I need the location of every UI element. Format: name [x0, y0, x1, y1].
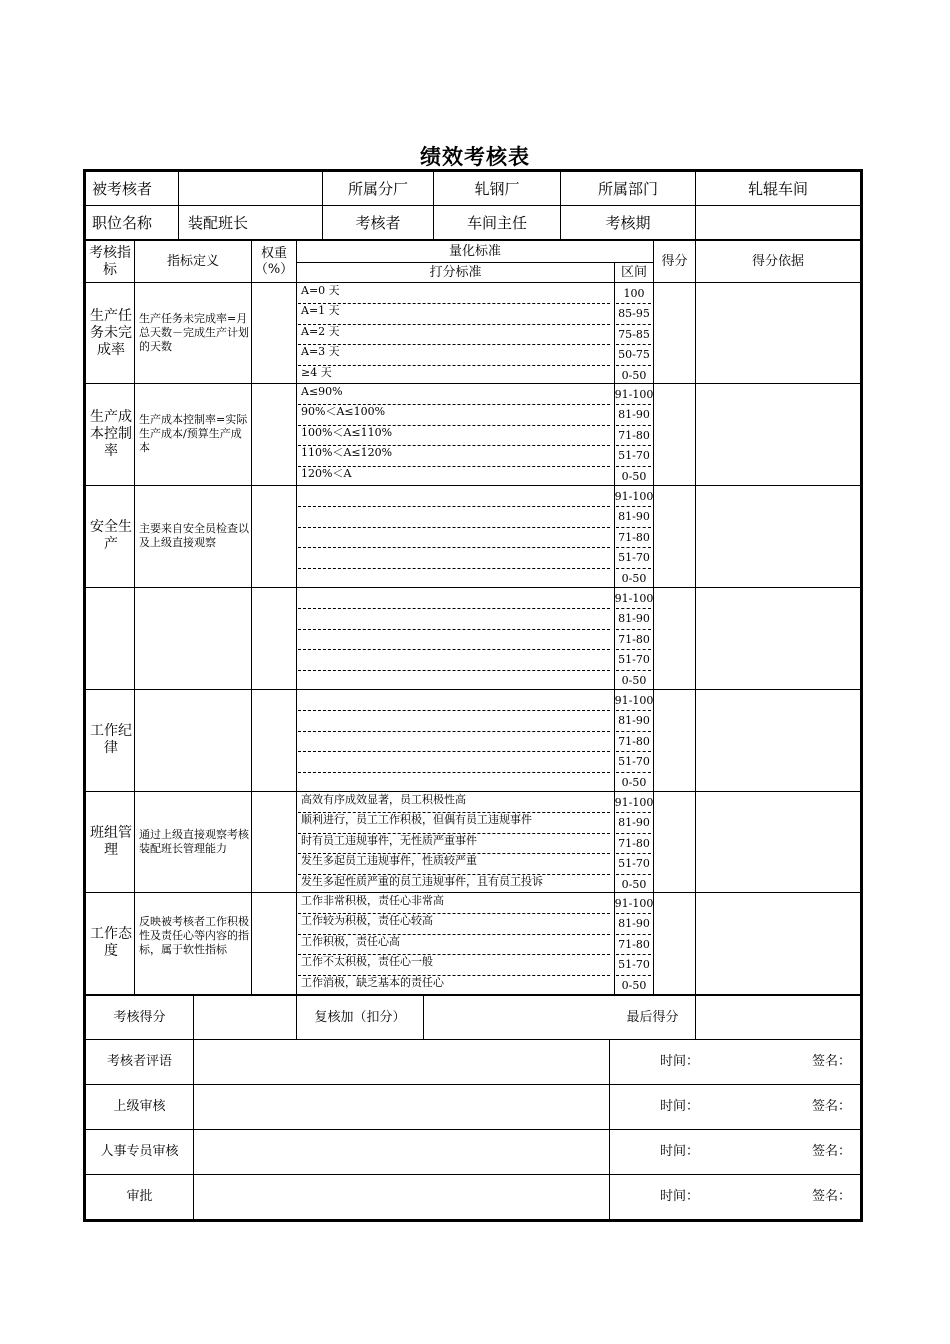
row-divider: [298, 506, 610, 507]
range-divider: [616, 913, 651, 914]
range-divider: [616, 833, 651, 834]
scoring-standard: 工作不太积极，责任心一般: [301, 955, 433, 968]
value-branch-factory[interactable]: 轧钢厂: [474, 179, 520, 198]
sign-row-label: 审批: [126, 1189, 153, 1205]
row-divider: [298, 710, 610, 711]
score-range: 81-90: [618, 917, 650, 930]
indicator-name: 安全生产: [90, 519, 132, 552]
comment-field[interactable]: [194, 1085, 609, 1129]
range-divider: [616, 404, 651, 405]
score-cell[interactable]: [654, 384, 695, 484]
col-score-basis: 得分依据: [751, 254, 804, 270]
score-basis-cell[interactable]: [696, 384, 860, 484]
scoring-standard: 90%＜A≤100%: [301, 405, 386, 418]
label-department: 所属部门: [597, 179, 658, 198]
scoring-standard: 100%＜A≤110%: [301, 426, 393, 439]
score-range: 0-50: [621, 878, 647, 891]
sign-row-label: 上级审核: [113, 1099, 166, 1115]
signature-label: 签名：: [812, 1144, 852, 1160]
comment-field[interactable]: [194, 1130, 609, 1174]
indicator-definition: 通过上级直接观察考核装配班长管理能力: [139, 828, 249, 855]
score-range: 0-50: [621, 572, 647, 585]
score-cell[interactable]: [654, 792, 695, 892]
indicator-name: 工作纪律: [90, 723, 132, 756]
indicator-definition: 主要来自安全员检查以及上级直接观察: [139, 522, 249, 549]
score-range: 51-70: [618, 755, 650, 768]
range-divider: [616, 853, 651, 854]
score-range: 91-100: [614, 592, 654, 605]
score-cell[interactable]: [654, 588, 695, 688]
score-basis-cell[interactable]: [696, 690, 860, 790]
score-basis-cell[interactable]: [696, 588, 860, 688]
scoring-standard: 顺利进行，员工工作积极，但偶有员工违规事件: [301, 813, 532, 826]
range-divider: [616, 466, 651, 467]
range-divider: [616, 731, 651, 732]
scoring-standard: 工作积极，责任心高: [301, 935, 400, 948]
score-range: 81-90: [618, 714, 650, 727]
col-quant-standard: 量化标准: [448, 244, 501, 260]
time-label: 时间：: [660, 1144, 700, 1160]
range-divider: [616, 649, 651, 650]
row-divider: [298, 608, 610, 609]
range-divider: [616, 365, 651, 366]
time-label: 时间：: [660, 1099, 700, 1115]
value-period[interactable]: [696, 206, 860, 239]
comment-field[interactable]: [194, 1040, 609, 1084]
sign-row-label: 考核者评语: [106, 1054, 172, 1070]
score-range: 51-70: [618, 653, 650, 666]
score-range: 85-95: [618, 307, 650, 320]
range-divider: [616, 344, 651, 345]
score-range: 51-70: [618, 449, 650, 462]
score-range: 71-80: [618, 735, 650, 748]
score-range: 100: [623, 287, 645, 300]
value-position[interactable]: 装配班长: [188, 213, 249, 232]
range-divider: [616, 425, 651, 426]
score-range: 81-90: [618, 510, 650, 523]
score-range: 91-100: [614, 796, 654, 809]
indicator-name: 班组管理: [90, 825, 132, 858]
score-range: 71-80: [618, 633, 650, 646]
scoring-standard: 工作非常积极，责任心非常高: [301, 894, 444, 907]
label-review-adjust: 复核加（扣分）: [314, 1010, 406, 1026]
value-appraisal-score[interactable]: [194, 997, 296, 1039]
range-divider: [616, 874, 651, 875]
score-range: 71-80: [618, 429, 650, 442]
score-range: 91-100: [614, 490, 654, 503]
time-label: 时间：: [660, 1054, 700, 1070]
value-review-adjust[interactable]: [424, 997, 609, 1039]
row-divider: [298, 629, 610, 630]
form-title: 绩效考核表: [420, 144, 530, 169]
range-divider: [616, 527, 651, 528]
score-range: 0-50: [621, 470, 647, 483]
value-appraisee[interactable]: [179, 172, 322, 205]
scoring-standard: 发生多起性质严重的员工违规事件，且有员工投诉: [301, 875, 543, 888]
col-score: 得分: [661, 254, 688, 270]
scoring-standard: 高效有序成效显著，员工积极性高: [301, 793, 466, 806]
scoring-standard: 时有员工违规事件，无性质严重事件: [301, 834, 477, 847]
scoring-standard: A=3 天: [301, 345, 340, 358]
score-cell[interactable]: [654, 893, 695, 993]
score-range: 71-80: [618, 531, 650, 544]
score-range: 51-70: [618, 857, 650, 870]
range-divider: [616, 303, 651, 304]
signature-label: 签名：: [812, 1189, 852, 1205]
comment-field[interactable]: [194, 1175, 609, 1219]
range-divider: [616, 445, 651, 446]
signature-label: 签名：: [812, 1099, 852, 1115]
indicator-name: 生产成本控制率: [90, 408, 132, 459]
score-basis-cell[interactable]: [696, 486, 860, 586]
row-divider: [298, 527, 610, 528]
label-final-score: 最后得分: [626, 1010, 679, 1026]
value-appraiser[interactable]: 车间主任: [466, 213, 527, 232]
score-basis-cell[interactable]: [696, 792, 860, 892]
col-definition: 指标定义: [166, 254, 219, 270]
range-divider: [616, 324, 651, 325]
indicator-definition: 反映被考核者工作积极性及责任心等内容的指标，属于软性指标: [139, 915, 249, 956]
score-range: 0-50: [621, 674, 647, 687]
row-divider: [298, 670, 610, 671]
row-divider: [298, 547, 610, 548]
score-cell[interactable]: [654, 283, 695, 383]
score-cell[interactable]: [654, 690, 695, 790]
row-divider: [298, 344, 610, 345]
score-range: 81-90: [618, 408, 650, 421]
indicator-definition: 生产任务未完成率=月总天数－完成生产计划的天数: [139, 312, 249, 353]
range-divider: [616, 710, 651, 711]
score-range: 75-85: [618, 328, 650, 341]
time-label: 时间：: [660, 1189, 700, 1205]
scoring-standard: A=0 天: [301, 284, 340, 297]
label-branch-factory: 所属分厂: [347, 179, 408, 198]
score-range: 71-80: [618, 938, 650, 951]
scoring-standard: 工作较为积极，责任心较高: [301, 914, 433, 927]
sign-row-label: 人事专员审核: [100, 1144, 179, 1160]
row-divider: [298, 303, 610, 304]
indicator-name: 生产任务未完成率: [90, 307, 132, 358]
indicator-name: 工作态度: [90, 926, 132, 959]
range-divider: [616, 751, 651, 752]
range-divider: [616, 934, 651, 935]
score-basis-cell[interactable]: [696, 893, 860, 993]
scoring-standard: 发生多起员工违规事件，性质较严重: [301, 854, 477, 867]
row-divider: [298, 751, 610, 752]
score-range: 91-100: [614, 694, 654, 707]
range-divider: [616, 772, 651, 773]
label-appraiser: 考核者: [355, 213, 401, 232]
score-range: 50-75: [618, 348, 650, 361]
label-period: 考核期: [605, 213, 651, 232]
score-range: 51-70: [618, 958, 650, 971]
range-divider: [616, 629, 651, 630]
range-divider: [616, 506, 651, 507]
score-range: 0-50: [621, 369, 647, 382]
scoring-standard: A≤90%: [301, 385, 343, 398]
scoring-standard: 工作消极，缺乏基本的责任心: [301, 976, 444, 989]
score-range: 51-70: [618, 551, 650, 564]
row-divider: [298, 649, 610, 650]
row-divider: [298, 772, 610, 773]
scoring-standard: 110%＜A≤120%: [301, 446, 393, 459]
range-divider: [616, 547, 651, 548]
scoring-standard: A=2 天: [301, 325, 340, 338]
col-scoring-standard: 打分标准: [429, 264, 482, 280]
score-range: 71-80: [618, 837, 650, 850]
range-divider: [616, 954, 651, 955]
scoring-standard: ≥4 天: [301, 366, 332, 379]
range-divider: [616, 670, 651, 671]
range-divider: [616, 975, 651, 976]
row-divider: [298, 324, 610, 325]
range-divider: [616, 812, 651, 813]
value-department[interactable]: 轧辊车间: [747, 179, 808, 198]
scoring-standard: A=1 天: [301, 304, 340, 317]
label-appraisee: 被考核者: [92, 179, 153, 198]
col-indicator: 考核指标: [89, 245, 131, 278]
signature-label: 签名：: [812, 1054, 852, 1070]
row-divider: [298, 365, 610, 366]
label-position: 职位名称: [92, 213, 153, 232]
indicator-definition: 生产成本控制率=实际生产成本/预算生产成本: [139, 413, 248, 454]
score-range: 81-90: [618, 816, 650, 829]
row-divider: [298, 568, 610, 569]
score-basis-cell[interactable]: [696, 283, 860, 383]
col-range: 区间: [620, 264, 647, 280]
score-range: 91-100: [614, 388, 654, 401]
score-range: 91-100: [614, 897, 654, 910]
score-range: 0-50: [621, 979, 647, 992]
label-appraisal-score: 考核得分: [113, 1010, 166, 1026]
range-divider: [616, 568, 651, 569]
score-range: 81-90: [618, 612, 650, 625]
value-final-score[interactable]: [696, 997, 860, 1039]
range-divider: [616, 608, 651, 609]
col-weight: 权重（%）: [254, 246, 294, 277]
score-range: 0-50: [621, 776, 647, 789]
scoring-standard: 120%＜A: [301, 467, 352, 480]
score-cell[interactable]: [654, 486, 695, 586]
row-divider: [298, 731, 610, 732]
